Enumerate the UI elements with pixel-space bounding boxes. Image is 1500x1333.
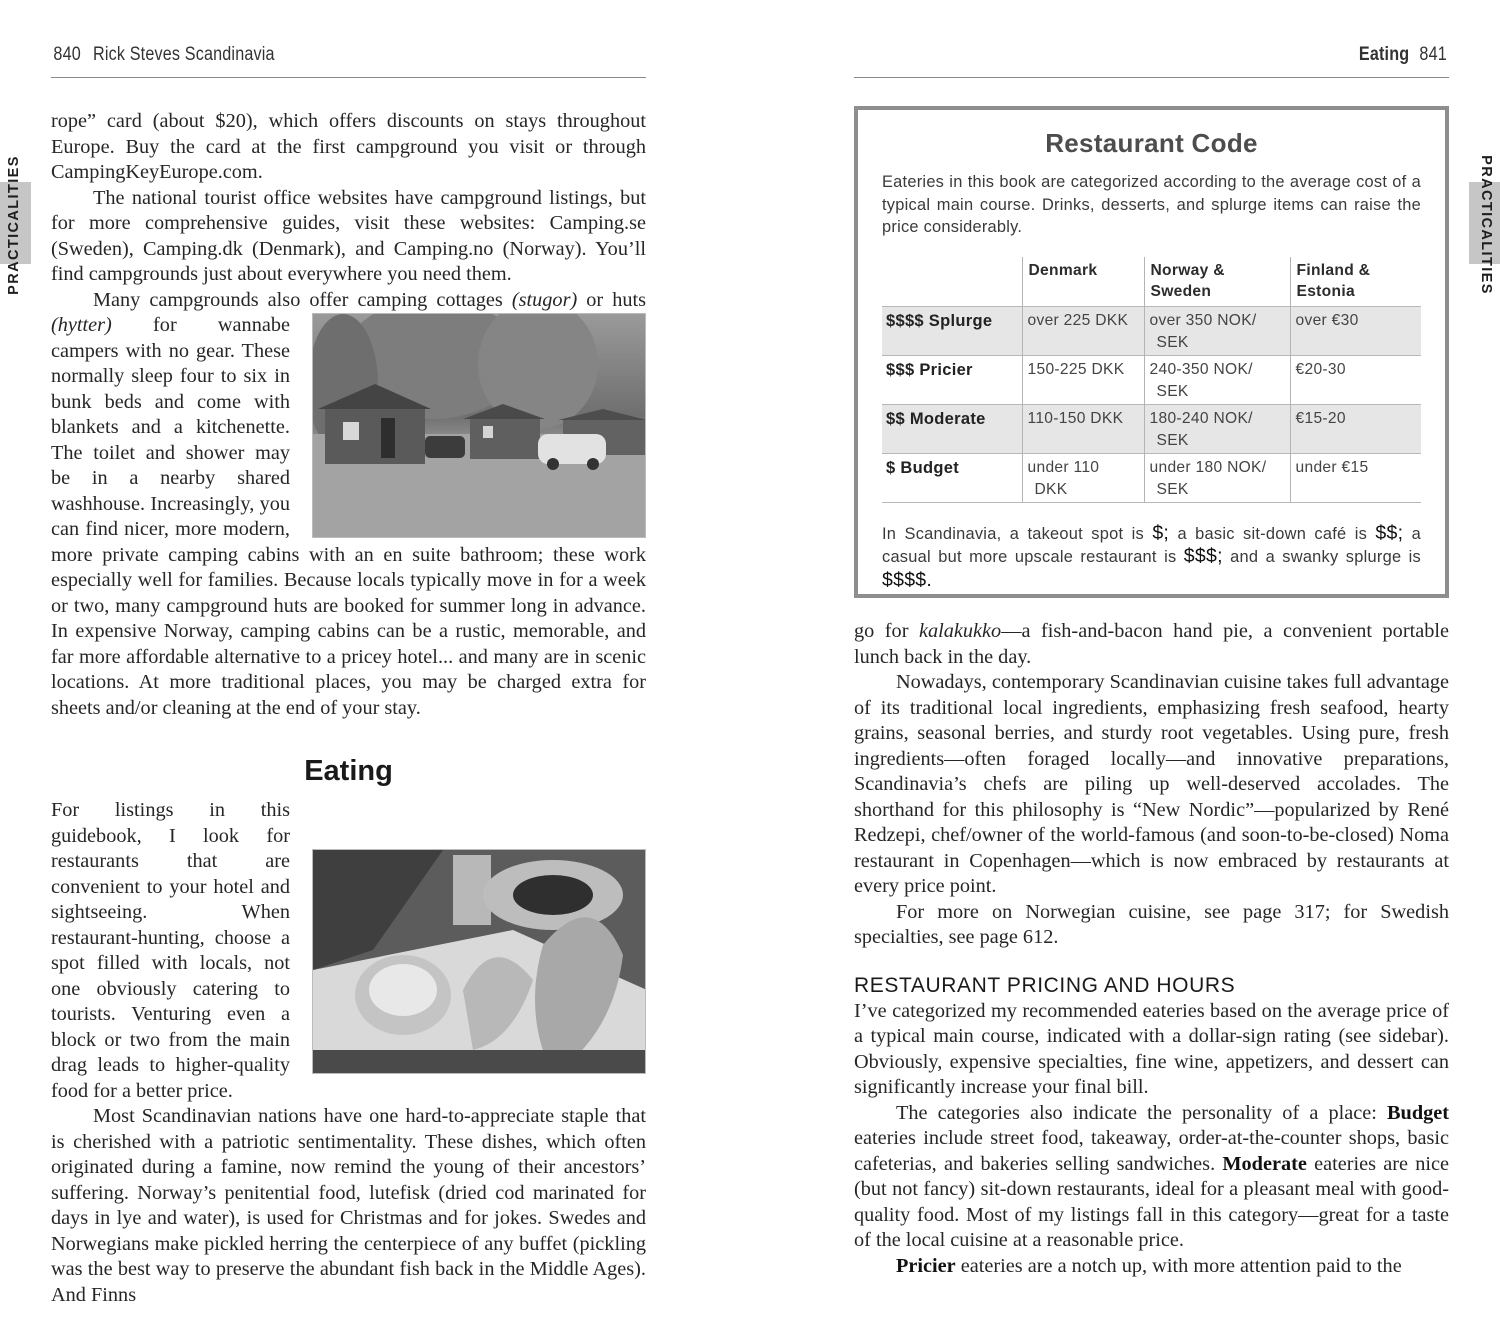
paragraph: [854, 619, 1449, 670]
paragraph: [51, 798, 646, 1104]
term-moderate: Moderate: [1222, 1152, 1307, 1175]
section-heading-eating: Eating: [304, 755, 393, 787]
paragraph: Nowadays, contemporary Scandinavian cuisine takes full advantage of its traditional local ingredients, emphasizing fresh seafood, hearty grains, seasonal berries, and sturdy root vegetables. Using pure, fresh ingredients—often foraged locally—and innovative preparations, Scandinavia’s chefs are piling up well-deserved accolades. The shorthand for this philosophy is “New Nordic”—popularized by René Redzepi, chef/owner of the world-famous (and soon-to-be-closed) Noma restaurant in Copenhagen—which is now embraced by restaurants at every price point.: [854, 671, 1449, 897]
term-pricier: Pricier: [896, 1254, 956, 1277]
price-text: SEK: [1156, 333, 1189, 351]
text-run: Many campgrounds also offer camping cottages: [93, 288, 512, 311]
section-tab-label: PRACTICALITIES: [1478, 155, 1495, 295]
table-row: [882, 404, 1421, 453]
column-header-denmark: Denmark: [1022, 257, 1144, 307]
paragraph: [854, 1101, 1449, 1254]
price-symbol: $$;: [1375, 521, 1404, 544]
restaurant-code-sidebar: [854, 106, 1449, 598]
running-head-left: [51, 44, 646, 78]
tier-label: $$$ Pricier: [882, 355, 1022, 404]
term-kalakukko: kalakukko: [918, 620, 1002, 642]
table-header-row: [882, 257, 1421, 307]
tier-label: $$$$ Splurge: [882, 306, 1022, 355]
price-cell: over 225 DKK: [1022, 306, 1144, 355]
text-run: eateries are a notch up, with more attention paid to the: [955, 1254, 1402, 1277]
text-run: for wannabe campers with no gear. These normally sleep four to six in bunk beds and come with blankets and a kitchenette. The toilet and shower may be in a nearby shared washhouse. Increasingly, you can find nicer, more modern, more private camping cabins with an en suite bathroom; these work especially well for families. Because locals typically move in for a week or two, many campground huts are booked for summer long in advance. In expensive Norway, camping cabins can be a rustic, memorable, and far more affordable alternative to a pricey hotel... and many are in scenic locations. At more traditional places, you may be charged extra for sheets and/or cleaning at the end of your stay.: [51, 314, 646, 719]
price-text: over 350 NOK/: [1149, 311, 1257, 329]
price-cell: 150-225 DKK: [1022, 355, 1144, 404]
price-cell: under €15: [1290, 453, 1421, 502]
price-cell: [1144, 306, 1290, 355]
price-symbol: $;: [1152, 521, 1170, 544]
text-run: and a swanky splurge is: [1222, 548, 1422, 566]
page-number: 841: [1419, 44, 1447, 65]
price-cell: €20-30: [1290, 355, 1421, 404]
text-run: —a fish-and-bacon hand pie, a convenient portable lunch back in the day.: [854, 620, 1449, 668]
tier-label: $ Budget: [882, 453, 1022, 502]
paragraph: [51, 288, 646, 722]
subheading-pricing-hours: RESTAURANT PRICING AND HOURS: [854, 973, 1236, 997]
price-text: SEK: [1156, 382, 1189, 400]
price-cell: [1144, 404, 1290, 453]
term-stugor: (stugor): [511, 288, 578, 311]
price-cell: €15-20: [1290, 404, 1421, 453]
sidebar-outro: [882, 522, 1421, 593]
price-text: under 180 NOK/: [1149, 458, 1267, 476]
left-body-text: [51, 109, 646, 1308]
text-run: In Scandinavia, a takeout spot is: [882, 524, 1153, 543]
right-body-text: [854, 619, 1449, 1279]
term-budget: Budget: [1387, 1101, 1449, 1124]
campground-cabins-photo: [312, 313, 646, 538]
seafood-plate-photo: [312, 849, 646, 1074]
column-header-norway-sweden: Norway & Sweden: [1144, 257, 1290, 307]
price-cell: [1144, 355, 1290, 404]
price-cell: over €30: [1290, 306, 1421, 355]
text-run: a casual but more upscale restaurant is: [882, 524, 1421, 566]
paragraph: [854, 1254, 1449, 1280]
price-text: 180-240 NOK/: [1149, 409, 1253, 427]
paragraph: I’ve categorized my recommended eateries based on the average price of a typical main course, indicated with a dollar-sign rating (see sidebar). Obviously, expensive specialties, fine wine, appetizers, and dessert can significantly increase your final bill.: [854, 999, 1449, 1098]
text-run: or huts: [577, 288, 647, 311]
section-tab: [1454, 150, 1500, 300]
paragraph: rope” card (about $20), which offers discounts on stays throughout Europe. Buy the card at the first campground you visit or through CampingKeyEurope.com.: [51, 110, 646, 183]
cabins-image-graphic: [313, 314, 646, 538]
column-header-finland-estonia: Finland & Estonia: [1290, 257, 1421, 307]
price-tier-table: [882, 257, 1421, 503]
sidebar-title: Restaurant Code: [1045, 128, 1258, 158]
right-page: [750, 0, 1500, 1333]
text-run: go for: [854, 620, 919, 642]
text-run: For listings in this guidebook, I look for restaurants that are convenient to your hotel and sightseeing. When restaurant-hunting, choose a spot filled with locals, not one obviously catering to tourists. Venturing even a block or two from the main drag leads to higher-quality food for a better price.: [51, 799, 290, 1102]
book-title: Rick Steves Scandinavia: [92, 44, 275, 65]
table-row: [882, 453, 1421, 502]
paragraph: Most Scandinavian nations have one hard-to-appreciate staple that is cherished with a patriotic sentimentality. These dishes, which often originated during a famine, now remind the young of their ancestors’ suffering. Norway’s penitential food, lutefisk (dried cod marinated for days in lye and water), is used for Christmas and for jokes. Swedes and Norwegians make pickled herring the centerpiece of any buffet (pickling was the best way to preserve the abundant fish back in the Middle Ages). And Finns: [51, 1105, 646, 1306]
sidebar-intro: Eateries in this book are categorized according to the average cost of a typical main course. Drinks, desserts, and splurge items can raise the price considerably.: [882, 173, 1421, 236]
page-number: 840: [53, 44, 81, 65]
tier-label: $$ Moderate: [882, 404, 1022, 453]
price-cell: [1144, 453, 1290, 502]
chapter-title: Eating: [1358, 44, 1410, 65]
text-run: eateries include street food, takeaway, order-at-the-counter shops, basic cafeterias, and bakeries selling sandwiches.: [854, 1127, 1449, 1175]
term-hytter: (hytter): [51, 314, 112, 336]
price-symbol: $$$$.: [882, 568, 933, 591]
paragraph: The national tourist office websites have campground listings, but for more comprehensive guides, visit these websites: Camping.se (Sweden), Camping.dk (Denmark), and Camping.no (Norway). You’ll find campgrounds just about everywhere you need them.: [51, 186, 646, 285]
price-text: SEK: [1156, 431, 1189, 449]
text-run: a basic sit-down café is: [1169, 524, 1376, 543]
text-run: The categories also indicate the personality of a place:: [896, 1101, 1388, 1124]
section-tab: [0, 150, 46, 300]
food-image-graphic: [313, 850, 646, 1074]
column-header: [882, 257, 1022, 307]
price-text: SEK: [1156, 480, 1189, 498]
text-run: eateries are nice (but not fancy) sit-down restaurants, ideal for a pleasant meal with good-quality food. Most of my listings fall in this category—great for a taste of the local cuisine at a reasonable price.: [854, 1152, 1449, 1251]
price-cell: 110-150 DKK: [1022, 404, 1144, 453]
price-text: under 110: [1027, 458, 1100, 476]
table-row: [882, 306, 1421, 355]
price-text: 240-350 NOK/: [1149, 360, 1253, 378]
price-cell: [1022, 453, 1144, 502]
paragraph: For more on Norwegian cuisine, see page 317; for Swedish specialties, see page 612.: [854, 900, 1449, 948]
table-row: [882, 355, 1421, 404]
price-symbol: $$$;: [1183, 545, 1223, 567]
running-head-right: [854, 44, 1449, 78]
price-text: DKK: [1034, 480, 1068, 498]
section-tab-label: PRACTICALITIES: [6, 155, 23, 295]
